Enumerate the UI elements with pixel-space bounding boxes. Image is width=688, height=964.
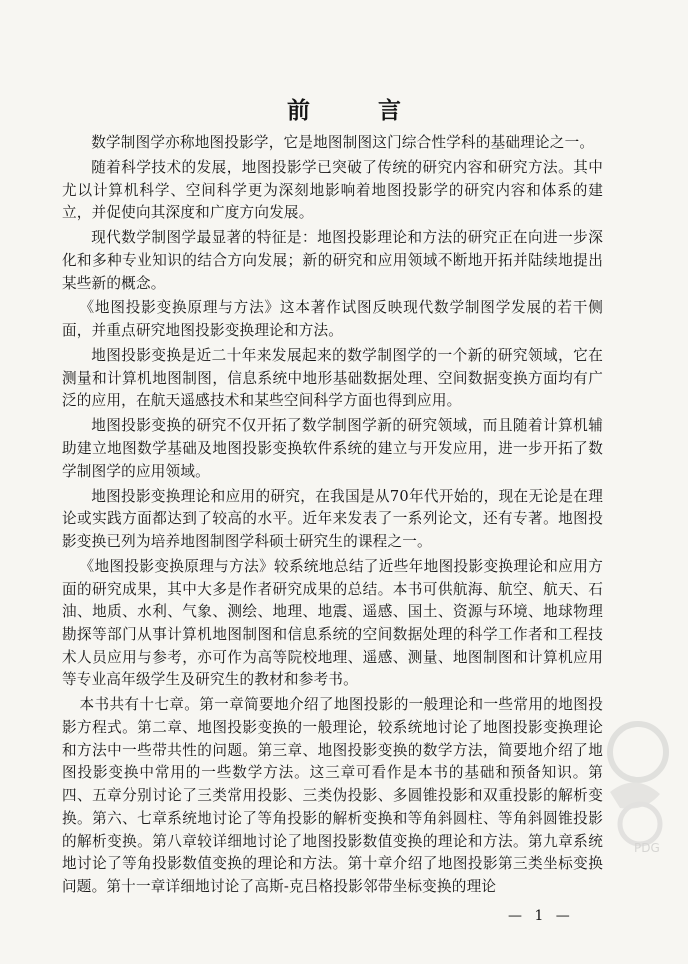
- page-number: — 1 —: [508, 908, 574, 924]
- paragraph-4: 《地图投影变换原理与方法》这本著作试图反映现代数学制图学发展的若干侧面，并重点研究地图投影变换理论和方法。: [62, 299, 603, 340]
- paragraph-7: 地图投影变换理论和应用的研究，在我国是从70年代开始的，现在无论是在理论或实践方面都达到了较高的水平。近年来发表了一系列论文，还有专著。地图投影变换已列为培养地图制图学科硕士研究生的课程之一。: [62, 487, 603, 551]
- watermark-text: PDG: [634, 841, 660, 855]
- paragraph-9: 本书共有十七章。第一章简要地介绍了地图投影的一般理论和一些常用的地图投影方程式。第二章、地图投影变换的一般理论，较系统地讨论了地图投影变换理论和方法中一些带共性的问题。第三章、地图投影变换的数学方法，简要地介绍了地图投影变换中常用的一些数学方法。这三章可看作是本书的基础和预备知识。第四、五章分别讨论了三类常用投影、三类伪投影、多圆锥投影和双重投影的解析变换。第六、七章系统地讨论了等角投影的解析变换和等角斜圆柱、等角斜圆锥投影的解析变换。第八章较详细地讨论了地图投影数值变换的理论和方法。第九章系统地讨论了等角投影数值变换的理论和方法。第十章介绍了地图投影第三类坐标变换问题。第十一章详细地讨论了高斯-克吕格投影邻带坐标变换的理论: [62, 696, 603, 895]
- paragraph-1: 数学制图学亦称地图投影学，它是地图制图这门综合性学科的基础理论之一。: [91, 134, 595, 151]
- body-text: [62, 132, 603, 901]
- paragraph-5: 地图投影变换是近二十年来发展起来的数学制图学的一个新的研究领域，它在测量和计算机地图制图，信息系统中地形基础数据处理、空间数据变换方面均有广泛的应用，在航天遥感技术和某些空间科学方面也得到应用。: [62, 347, 603, 410]
- paragraph-8: 《地图投影变换原理与方法》较系统地总结了近些年地图投影变换理论和应用方面的研究成果，其中大多是作者研究成果的总结。本书可供航海、航空、航天、石油、地质、水利、气象、测绘、地理、地震、遥感、国土、资源与环境、地球物理勘探等部门从事计算机地图制图和信息系统的空间数据处理的科学工作者和工程技术人员应用与参考，亦可作为高等院校地理、遥感、测量、地图制图和计算机应用等专业高年级学生及研究生的教材和参考书。: [62, 557, 603, 689]
- watermark-seal-icon: [590, 712, 680, 862]
- page-title: 前 言: [286, 97, 431, 124]
- paragraph-6: 地图投影变换的研究不仅开拓了数学制图学新的研究领域，而且随着计算机辅助建立地图数学基础及地图投影变换软件系统的建立与开发应用，进一步开拓了数学制图学的应用领域。: [62, 417, 603, 480]
- paragraph-2: 随着科学技术的发展，地图投影学已突破了传统的研究内容和研究方法。其中尤以计算机科学、空间科学更为深刻地影响着地图投影学的研究内容和体系的建立，并促使向其深度和广度方向发展。: [62, 158, 603, 222]
- paragraph-3: 现代数学制图学最显著的特征是：地图投影理论和方法的研究正在向进一步深化和多种专业知识的结合方向发展；新的研究和应用领域不断地开拓并陆续地提出某些新的概念。: [62, 229, 603, 292]
